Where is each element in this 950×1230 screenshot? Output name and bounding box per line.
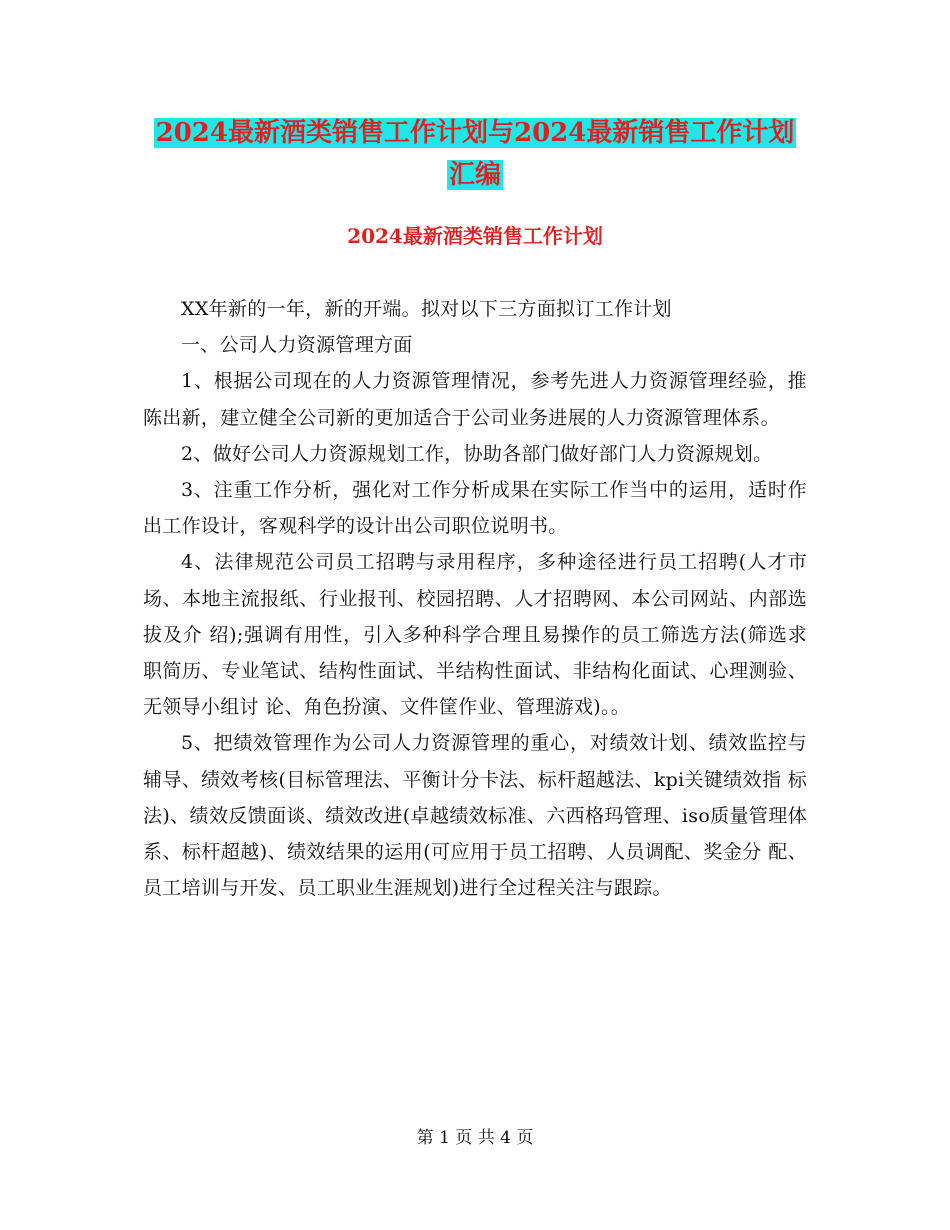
document-title-line-2 (0, 153, 950, 197)
paragraph: 5、把绩效管理作为公司人力资源管理的重心，对绩效计划、绩效监控与辅导、绩效考核(目标管理法、平衡计分卡法、标杆超越法、kpi关键绩效指 标法)、绩效反馈面谈、绩效改进(卓越绩效标准、六西格玛管理、iso质量管理体系、标杆超越)、绩效结果的运用(可应用于员工招聘、人员调配、奖金分 配、员工培训与开发、员工职业生涯规划)进行全过程关注与跟踪。 (143, 732, 807, 900)
document-body (143, 291, 807, 906)
paragraph: XX年新的一年，新的开端。拟对以下三方面拟订工作计划 (181, 298, 672, 320)
paragraph: 一、公司人力资源管理方面 (181, 334, 413, 357)
document-title-line-1 (0, 111, 950, 155)
paragraph: 4、法律规范公司员工招聘与录用程序，多种途径进行员工招聘(人才市场、本地主流报纸、行业报刊、校园招聘、人才招聘网、本公司网站、内部选拔及介 绍);强调有用性，引入多种科学合理且易操作的员工筛选方法(筛选求职简历、专业笔试、结构性面试、半结构性面试、非结构化面试、心理测验、无领导小组讨 论、角色扮演、文件筐作业、管理游戏)。。 (143, 551, 807, 719)
title-highlight: 2024最新酒类销售工作计划与2024最新销售工作计划 (155, 118, 795, 148)
paragraph: 3、注重工作分析，强化对工作分析成果在实际工作当中的运用，适时作出工作设计，客观科学的设计出公司职位说明书。 (143, 479, 807, 538)
paragraph: 1、根据公司现在的人力资源管理情况，参考先进人力资源管理经验，推陈出新，建立健全公司新的更加适合于公司业务进展的人力资源管理体系。 (143, 370, 807, 429)
paragraph: 2、做好公司人力资源规划工作，协助各部门做好部门人力资源规划。 (181, 442, 773, 465)
section-title: 2024最新酒类销售工作计划 (347, 224, 603, 248)
title-highlight: 汇编 (448, 160, 501, 190)
page-footer: 第 1 页 共 4 页 (416, 1128, 534, 1148)
